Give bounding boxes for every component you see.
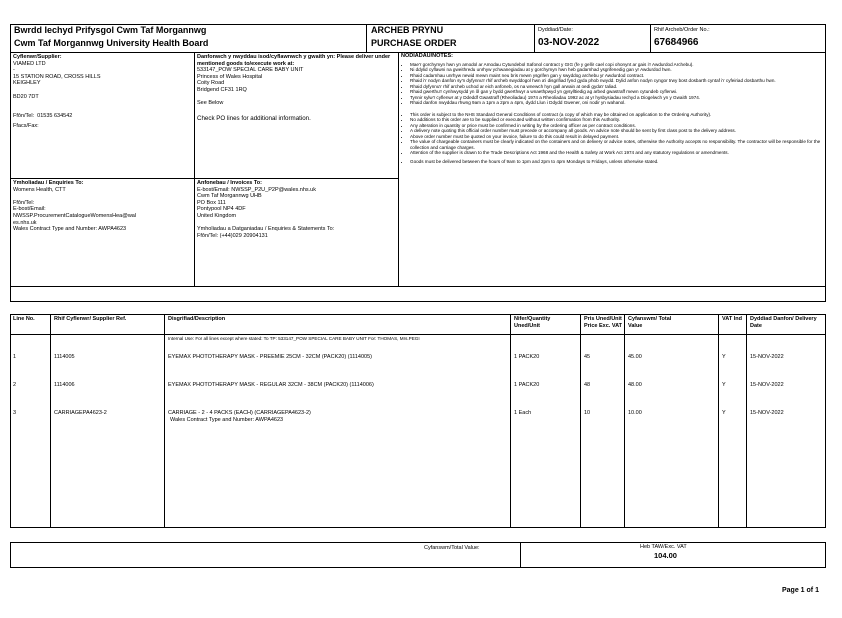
row-quantity-unit: 1 Each: [514, 410, 532, 416]
col-header-delivery-date: Dyddiad Danfon/ Delivery Date: [750, 316, 817, 329]
deliver-line: 533147_POW SPECIAL CARE BABY UNIT: [197, 67, 304, 74]
page-number: Page 1 of 1: [782, 587, 819, 594]
col-header-desc: Disgrifiad/Description: [168, 316, 226, 322]
enquiries-phone: Ffôn/Tel:: [13, 199, 35, 206]
invoices-email[interactable]: E-bost/Email: NWSSP_P2U_P2P@wales.nhs.uk: [197, 186, 316, 193]
enquiries-line: [13, 193, 191, 200]
order-no-value: 67684966: [654, 37, 699, 48]
deliver-line: Princess of Wales Hospital: [197, 73, 263, 80]
note-item: • Rhaid danfon nwyddau rhwng 9am a 1pm a 2pm a 4pm, dydd Llun i Ddydd Gwener, oni nodir yn wahanol.: [410, 100, 821, 106]
row-description: CARRIAGE - 2 - 4 PACKS (EACH) (CARRIAGEPA4623-2): [168, 410, 311, 416]
note-item: • Above order number must be quoted on your invoice, failure to do this could result in delayed payment.: [410, 134, 821, 140]
invoices-line: United Kingdom: [197, 212, 237, 219]
total-excl-vat-label: Heb TAW/Exc. VAT: [640, 544, 687, 550]
row-vat: Y: [722, 410, 726, 416]
deliver-line: [197, 94, 395, 101]
note-item: • Rhaid cadarnhau unrhyw newid mewn maint neu bris mewn ysgrifen gan y swyddog archebu yr Awdurdod contract.: [410, 73, 821, 79]
note-item: • Ni ddylid cyflawni na gweithredu unrhyw ychwanegiadau at y gorchymyn hwn heb gadarnhad ysgrifenedig gan yr Awdurdod hwn.: [410, 67, 821, 73]
check-po-note: Check PO lines for additional information.: [197, 115, 311, 123]
org-name-welsh: Bwrdd Iechyd Prifysgol Cwm Taf Morgannwg: [14, 25, 207, 35]
title-welsh: ARCHEB PRYNU: [371, 25, 444, 35]
supplier-line: [13, 87, 191, 94]
invoices-line: [197, 220, 395, 227]
note-item: • The value of chargeable containers must be clearly indicated on the containers and on delivery or advice notes, otherwise the Authority accepts no responsibility. The contractor will be responsible for the collection and carriage charges.: [410, 139, 821, 150]
notes-english-list: [401, 112, 821, 165]
totals-box: [10, 542, 826, 568]
row-line-no: 2: [13, 382, 17, 388]
note-item: • Goods must be delivered between the hours of 9am to 1pm and 2pm to 4pm Mondays to Fridays, unless otherwise stated.: [410, 159, 821, 165]
supplier-line: KEIGHLEY: [13, 80, 41, 87]
enquiries-details: [13, 187, 191, 233]
supplier-fax: Ffacs/Fax:: [13, 122, 39, 129]
note-item: • Tynnir sylw'r cyflenwr at y Ddeddf Gwastraff (Rheoliadau) 1974 a Rheoliadau 1992 ac at yr hysbysiadau Iechyd a Diogelwch yn y Gwaith 1974.: [410, 95, 821, 101]
supplier-line: [13, 107, 191, 114]
enquiries-block: [13, 180, 191, 233]
note-item: • Any alteration in quantity or price must be confirmed in writing by the ordering officer as per contract conditions.: [410, 123, 821, 129]
row-unit-price: 10: [584, 410, 591, 416]
deliver-line: Coity Road: [197, 80, 225, 87]
line-items-table: [10, 314, 826, 528]
row-delivery-date: 15-NOV-2022: [750, 354, 784, 360]
invoices-line: Cwm Taf Morgannwg UHB: [197, 193, 262, 200]
row-description: EYEMAX PHOTOTHERAPY MASK - REGULAR 32CM - 38CM (PACK20) (1114006): [168, 382, 374, 388]
deliver-address: [197, 67, 395, 113]
invoices-block: [197, 180, 395, 239]
row-line-no: 1: [13, 354, 17, 360]
date-label: Dyddiad/Date:: [538, 27, 573, 33]
row-unit-price: 48: [584, 382, 591, 388]
row-vat: Y: [722, 354, 726, 360]
row-unit-price: 45: [584, 354, 591, 360]
note-item: • This order is subject to the NHS Standard General Conditions of contract (a copy of which may be obtained on application to the Ordering Authority).: [410, 112, 821, 118]
enquiries-email[interactable]: NWSSP.ProcurementCatalogueWomensHea@wal: [13, 212, 137, 219]
col-header-total: Cyfanswm/ Total Value: [628, 316, 672, 329]
supplier-name: VIAMED LTD: [13, 60, 46, 67]
row-total: 10.00: [628, 410, 642, 416]
row-supplier-ref: CARRIAGEPA4623-2: [54, 410, 107, 416]
deliver-label: Danfonwch y nwyddau isod/cyflawnwch y gwaith yn: Please deliver under mentioned goods to/execute work at:: [197, 54, 391, 67]
row-total: 45.00: [628, 354, 642, 360]
row-quantity-unit: 1 PACK20: [514, 382, 540, 388]
enquiries-email-label: E-bost/Email:: [13, 206, 46, 213]
date-value: 03-NOV-2022: [538, 37, 600, 48]
row-description: EYEMAX PHOTOTHERAPY MASK - PREEMIE 25CM - 32CM (PACK20) (1114005): [168, 354, 372, 360]
enquiries-email-cont[interactable]: es.nhs.uk: [13, 219, 37, 226]
statements-phone: Ffôn/Tel: (+44)029 20904131: [197, 232, 268, 239]
supplier-line: -: [13, 67, 15, 74]
note-item: • Rhaid i'r nodyn danfon sy'n dyfynnu'r rhif archeb swyddogol hwn a'i disgrifiad fynd gyda phob nwydd. Dylid anfon nodyn cyngor trwy bost dosbarth cyntaf i'r cyfeiriad dosbarthu hwn.: [410, 78, 821, 84]
total-value: 104.00: [654, 551, 677, 560]
row-description-extra: Wales Contract Type and Number: AWPA4623: [170, 417, 284, 423]
org-name-english: Cwm Taf Morgannwg University Health Board: [14, 38, 209, 48]
supplier-postcode: BD20 7DT: [13, 93, 39, 100]
notes-label: NODIADAU/NOTES:: [401, 53, 453, 59]
deliver-block: [197, 54, 395, 123]
supplier-block: [13, 54, 191, 130]
col-header-line: Line No.: [13, 316, 35, 322]
supplier-phone: Ffôn/Tel: 01535 634542: [13, 113, 73, 120]
invoices-details: [197, 187, 395, 240]
enquiries-contract: Wales Contract Type and Number: AWPA4623: [13, 226, 127, 233]
order-no-label: Rhif Archeb/Order No.:: [654, 27, 710, 33]
statements-label: Ymholiadau a Datganiadau / Enquiries & Statements To:: [197, 226, 335, 233]
supplier-line: [13, 100, 191, 107]
notes-block: [401, 53, 821, 164]
enquiries-label: Ymholiadau / Enquiries To:: [13, 180, 84, 186]
note-item: • Rhaid dyfynnu'r rhif archeb uchod ar eich anfoneb, os na wnewch hyn gall arwain at oedi gyda'r taliad.: [410, 84, 821, 90]
row-vat: Y: [722, 382, 726, 388]
invoices-line: PO Box 111: [197, 199, 226, 206]
row-total: 48.00: [628, 382, 642, 388]
note-item: • A delivery note quoting this official order number must precede or accompany all goods. An advice note should be sent by first class post to the delivery address.: [410, 128, 821, 134]
col-header-price: Pris Uned/Unit Price Exc. VAT: [584, 316, 623, 329]
row-delivery-date: 15-NOV-2022: [750, 410, 784, 416]
deliver-line: See Below: [197, 100, 224, 107]
col-header-unit: Nifer/Quantity Uned/Unit: [514, 316, 551, 329]
note-item: • Rhaid gwerthu'r cynhwysydd yn ôl gan y bydd gwerthwyr a wnaethpwyd yn gysylltiedig ag arbed gwastraff mewn cytundeb cyflenwi.: [410, 89, 821, 95]
deliver-line: [197, 107, 395, 114]
enquiries-line: Womens Health, CTT: [13, 186, 66, 193]
supplier-line: 15 STATION ROAD, CROSS HILLS: [13, 73, 101, 80]
invoices-line: Pontypool NP4 4DF: [197, 206, 246, 213]
note-item: • Attention of the supplier is drawn to the Trade Descriptions Act 1968 and the Health & Safety at Work Act 1974 and any statutory regulations or amendments.: [410, 150, 821, 156]
invoices-label: Anfonebau / Invoices To:: [197, 180, 262, 186]
row-supplier-ref: 1114005: [54, 354, 75, 360]
row-line-no: 3: [13, 410, 17, 416]
note-item: • No additions to this order are to be supplied or executed without written confirmation from this Authority.: [410, 117, 821, 123]
row-quantity-unit: 1 PACK20: [514, 354, 540, 360]
col-header-ref: Rhif Cyflenwr/ Supplier Ref.: [54, 316, 127, 322]
total-label: Cyfanswm/Total Value:: [424, 545, 480, 551]
col-header-vat: VAT Ind: [722, 316, 742, 322]
row-supplier-ref: 1114006: [54, 382, 75, 388]
supplier-label: Cyflenwr/Supplier:: [13, 54, 62, 60]
title-english: PURCHASE ORDER: [371, 38, 457, 48]
deliver-line: Bridgend CF31 1RQ: [197, 86, 247, 93]
internal-use-note: Internal Use: For all lines except where stated: To TP: 533147_POW SPECIAL CARE BABY UNIT For: THOMAS, Mrs.PEGI: [168, 336, 420, 341]
note-item: • Mae'r gorchymyn hwn yn amodol ar Amodau Cytundebol Safonol contract y GIG (fe y gellir cael copi ohonynt ar gais i'r Awdurdod Archebu).: [410, 62, 821, 68]
row-delivery-date: 15-NOV-2022: [750, 382, 784, 388]
notes-welsh-list: [401, 62, 821, 106]
supplier-address: [13, 61, 191, 130]
